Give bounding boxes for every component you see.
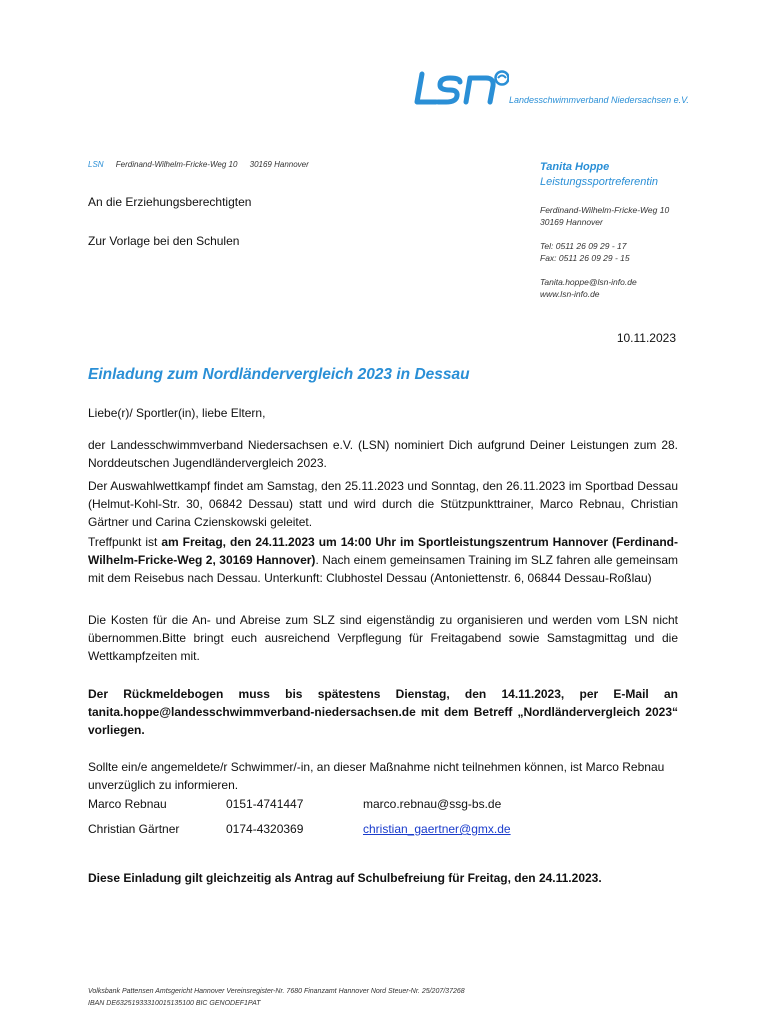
salutation: Liebe(r)/ Sportler(in), liebe Eltern, — [88, 406, 266, 420]
contact-row-email-link[interactable]: christian_gaertner@gmx.de — [363, 822, 511, 836]
sender-org: LSN — [88, 160, 104, 169]
footer-line-2: IBAN DE63251933310015135100 BIC GENODEF1PAT — [88, 1000, 261, 1007]
lsn-logo — [414, 66, 714, 112]
contact-street: Ferdinand-Wilhelm-Fricke-Weg 10 — [540, 205, 670, 215]
lsn-wordmark-graphic — [414, 66, 509, 108]
letter-date: 10.11.2023 — [616, 331, 676, 345]
logo-subtitle: Landesschwimmverband Niedersachsen e.V. — [509, 95, 689, 105]
contact-row — [88, 797, 678, 822]
paragraph-meeting-point — [88, 533, 678, 587]
contact-email[interactable]: Tanita.hoppe@lsn-info.de — [540, 277, 637, 287]
contact-name: Tanita Hoppe — [540, 161, 610, 173]
closing-note: Diese Einladung gilt gleichzeitig als Antrag auf Schulbefreiung für Freitag, den 24.11.2023. — [88, 871, 602, 885]
contact-row — [88, 822, 678, 847]
paragraph-competition: Der Auswahlwettkampf findet am Samstag, den 25.11.2023 und Sonntag, den 26.11.2023 im Sportbad Dessau (Helmut-Kohl-Str. 30, 06842 Dessau) statt und wird durch die Stützpunkttrainer, Marco Rebnau, Christian Gärtner und Carina Czienskowski geleitet. — [88, 479, 678, 529]
letter-title: Einladung zum Nordländervergleich 2023 in Dessau — [88, 366, 470, 383]
contact-block — [540, 160, 740, 300]
contact-row-phone: 0151-4741447 — [226, 797, 304, 811]
footer — [88, 986, 465, 1010]
paragraph-costs: Die Kosten für die An- und Abreise zum SLZ sind eigenständig zu organisieren und werden vom LSN nicht übernommen.Bitte bringt euch ausreichend Verpflegung für Freitagabend sowie Samstagmittag und die Wettkampfzeiten mit. — [88, 613, 678, 663]
paragraph-nomination: der Landesschwimmverband Niedersachsen e.V. (LSN) nominiert Dich aufgrund Deiner Leistungen zum 28. Norddeutschen Jugendländervergleich 2023. — [88, 438, 678, 470]
contact-city: 30169 Hannover — [540, 217, 603, 227]
meeting-prefix: Treffpunkt ist — [88, 535, 162, 549]
contact-row-email[interactable]: marco.rebnau@ssg-bs.de — [363, 797, 502, 811]
recipient-line-1: An die Erziehungsberechtigten — [88, 195, 252, 209]
meeting-details: am Freitag, den 24.11.2023 um 14:00 Uhr im Sportleistungszentrum Hannover (Ferdinand-Wilhelm-Fricke-Weg 2, 30169 Hannover) — [88, 535, 679, 567]
meeting-suffix: . Nach einem gemeinsamen Training im SLZ fahren alle gemeinsam mit dem Reisebus nach Dessau. Unterkunft: Clubhostel Dessau (Antoniettenstr. 6, 06844 Dessau-Roßlau) — [88, 553, 678, 585]
sender-city: 30169 Hannover — [249, 160, 309, 169]
contact-role: Leistungssportreferentin — [540, 176, 659, 188]
contact-tel: Tel: 0511 26 09 29 - 17 — [540, 241, 627, 251]
paragraph-cancellation: Sollte ein/e angemeldete/r Schwimmer/-in, an dieser Maßnahme nicht teilnehmen können, ist Marco Rebnau unverzüglich zu informieren. — [88, 760, 665, 792]
recipient-line-2: Zur Vorlage bei den Schulen — [88, 234, 240, 248]
contact-row-phone: 0174-4320369 — [226, 822, 304, 836]
contact-list — [88, 797, 678, 847]
contact-fax: Fax: 0511 26 09 29 - 15 — [540, 253, 630, 263]
sender-return-line — [88, 160, 309, 169]
contact-web[interactable]: www.lsn-info.de — [540, 289, 600, 299]
contact-row-name: Marco Rebnau — [88, 797, 167, 811]
sender-street: Ferdinand-Wilhelm-Fricke-Weg 10 — [115, 160, 238, 169]
contact-row-name: Christian Gärtner — [88, 822, 180, 836]
footer-line-1: Volksbank Pattensen Amtsgericht Hannover Vereinsregister-Nr. 7680 Finanzamt Hannover Nord Steuer-Nr. 25/207/37268 — [88, 988, 465, 995]
paragraph-registration: Der Rückmeldebogen muss bis spätestens Dienstag, den 14.11.2023, per E-Mail an tanita.hoppe@landesschwimmverband-niedersachsen.de mit dem Betreff „Nordländervergleich 2023“ vorliegen. — [88, 687, 678, 737]
